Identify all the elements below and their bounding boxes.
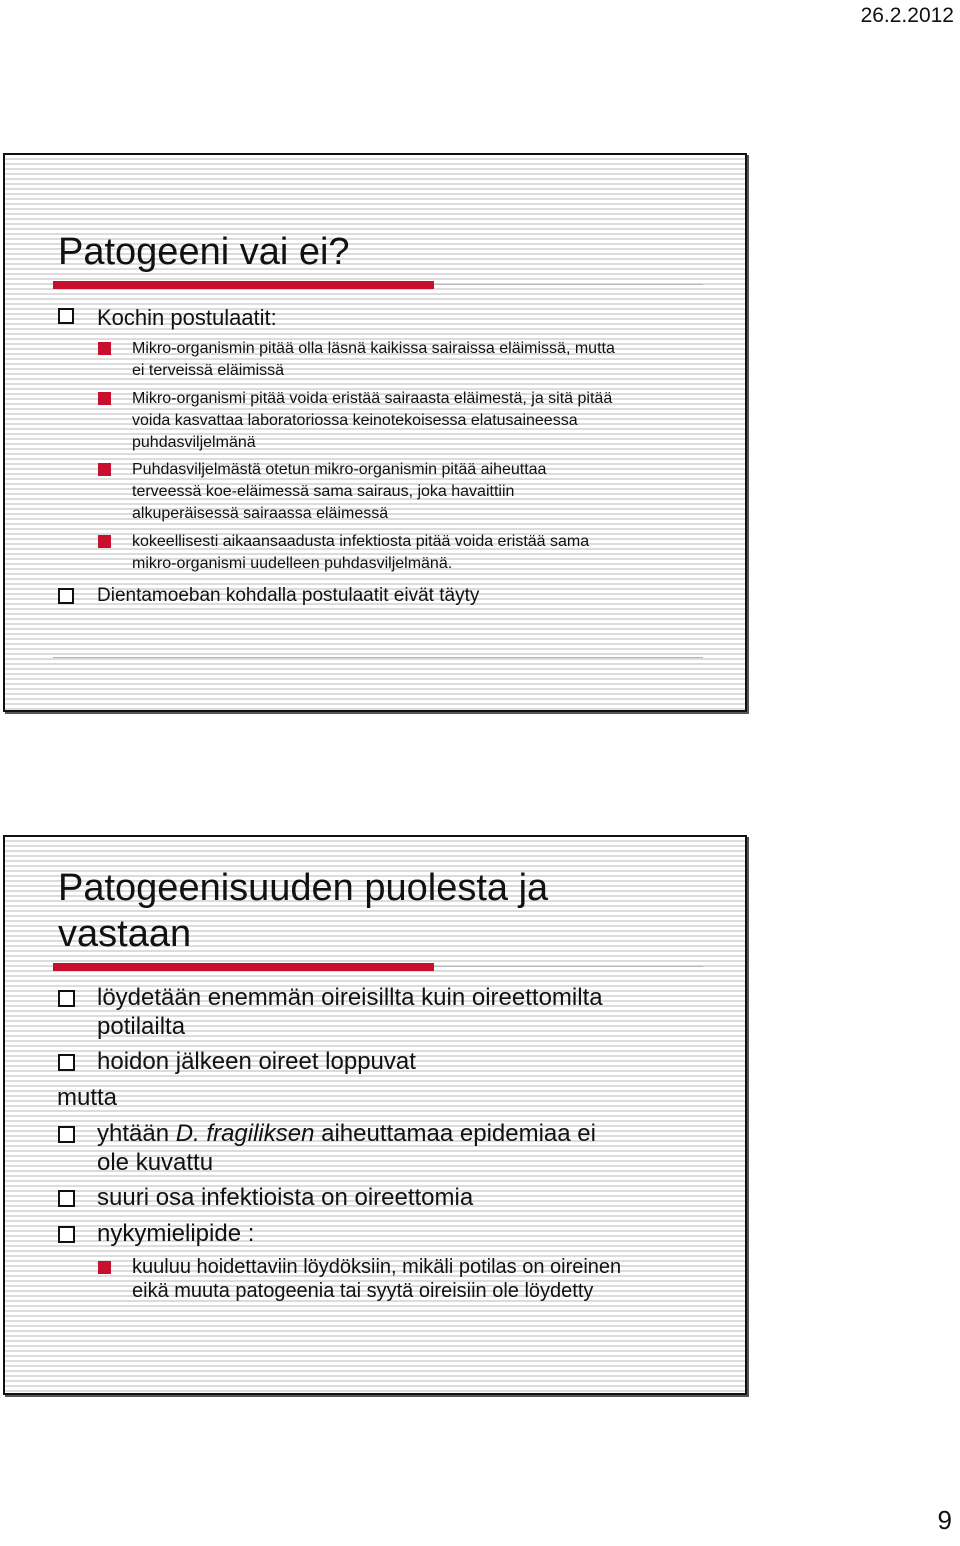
bullet-text: suuri osa infektioista on oireettomia	[97, 1184, 474, 1211]
sub-bullet-line: kuuluu hoidettaviin löydöksiin, mikäli potilas on oireinen	[132, 1256, 622, 1278]
title-underline	[53, 963, 703, 971]
sub-bullet-line: kokeellisesti aikaansaadusta infektiosta pitää voida eristää sama	[132, 533, 590, 550]
underline-red-bar	[53, 963, 434, 971]
bullet-text-part: aiheuttamaa epidemiaa ei	[314, 1120, 596, 1147]
slide-title	[58, 865, 548, 957]
underline-red-bar	[53, 281, 434, 289]
red-square-bullet-icon	[98, 1261, 111, 1274]
sub-bullet-line: Puhdasviljelmästä otetun mikro-organismin pitää aiheuttaa	[132, 461, 547, 478]
underline-thin-line	[434, 284, 703, 285]
bullet-text: Dientamoeban kohdalla postulaatit eivät täyty	[97, 585, 480, 606]
species-name-italic: D. fragiliksen	[175, 1120, 315, 1147]
bullet-text: nykymielipide :	[97, 1220, 255, 1247]
bullet-text: hoidon jälkeen oireet loppuvat	[97, 1048, 416, 1075]
bullet-text: ole kuvattu	[97, 1149, 214, 1176]
sub-bullet-line: Mikro-organismi pitää voida eristää sairaasta eläimestä, ja sitä pitää	[132, 390, 613, 407]
bullet-text: löydetään enemmän oireisillta kuin oireettomilta	[97, 984, 603, 1011]
sub-bullet-line: puhdasviljelmänä	[132, 434, 256, 451]
page-number: 9	[937, 1505, 952, 1535]
sub-bullet-line: Mikro-organismin pitää olla läsnä kaikissa sairaissa eläimissä, mutta	[132, 340, 615, 357]
hollow-square-bullet-icon	[58, 990, 75, 1007]
slide-bottom-line	[53, 657, 703, 658]
hollow-square-bullet-icon	[58, 1054, 75, 1071]
bullet-text	[97, 1119, 596, 1148]
bullet-text: potilailta	[97, 1013, 186, 1040]
red-square-bullet-icon	[98, 342, 111, 355]
mutta-text: mutta	[57, 1084, 118, 1111]
sub-bullet-line: eikä muuta patogeenia tai syytä oireisiin ole löydetty	[132, 1280, 594, 1302]
slide-patogeeni-vai-ei	[3, 153, 747, 712]
page-date: 26.2.2012	[860, 4, 954, 27]
sub-bullet-line: mikro-organismi uudelleen puhdasviljelmänä.	[132, 555, 453, 572]
red-square-bullet-icon	[98, 463, 111, 476]
title-underline	[53, 281, 703, 289]
slide-title-line: vastaan	[58, 913, 192, 955]
slide-title: Patogeeni vai ei?	[58, 231, 350, 273]
hollow-square-bullet-icon	[58, 588, 74, 604]
red-square-bullet-icon	[98, 535, 111, 548]
bullet-text: Kochin postulaatit:	[97, 305, 277, 330]
red-square-bullet-icon	[98, 392, 111, 405]
bullet-text-part: yhtään	[97, 1120, 176, 1147]
slide-patogeenisuuden-puolesta	[3, 835, 747, 1395]
hollow-square-bullet-icon	[58, 308, 74, 324]
sub-bullet-line: alkuperäisessä sairaassa eläimessä	[132, 505, 389, 522]
hollow-square-bullet-icon	[58, 1226, 75, 1243]
sub-bullet-line: terveessä koe-eläimessä sama sairaus, joka havaittiin	[132, 483, 515, 500]
slide-title-line: Patogeenisuuden puolesta ja	[58, 867, 549, 909]
hollow-square-bullet-icon	[58, 1190, 75, 1207]
sub-bullet-line: voida kasvattaa laboratoriossa keinotekoisessa elatusaineessa	[132, 412, 578, 429]
underline-thin-line	[434, 966, 703, 967]
hollow-square-bullet-icon	[58, 1126, 75, 1143]
sub-bullet-line: ei terveissä eläimissä	[132, 362, 285, 379]
